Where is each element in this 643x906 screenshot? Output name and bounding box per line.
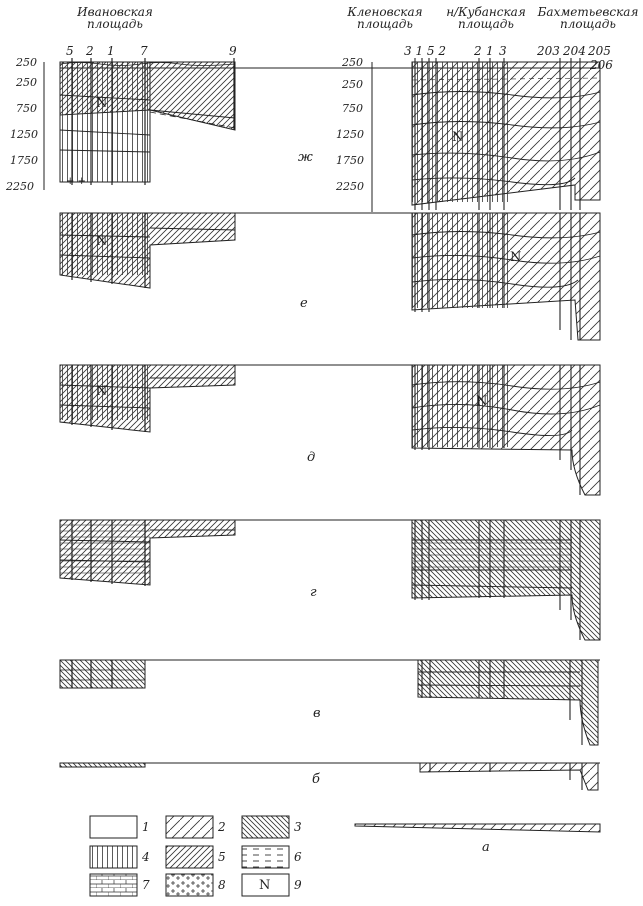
depth-label-mid: 1750 — [336, 154, 364, 167]
area-title-ivanovskaya — [60, 6, 170, 30]
panel-a — [355, 824, 600, 832]
well-label-205: 205 — [588, 44, 611, 58]
legend-swatch-8 — [166, 874, 213, 896]
right-block-g — [412, 520, 600, 640]
stage-label-d: д — [307, 450, 316, 465]
area-title-nkubanskaya — [436, 6, 536, 30]
area-title-line: н/Кубанская — [446, 5, 526, 19]
panel-zh — [44, 58, 600, 212]
ivanovskaya-column-zh — [60, 62, 150, 182]
stage-label-g: г — [310, 585, 317, 600]
legend-num-8: 8 — [218, 878, 226, 892]
depth-label-mid: 750 — [342, 102, 363, 115]
right-block-b — [420, 763, 598, 790]
well-label-1: 1 — [107, 44, 115, 58]
legend-swatch-7 — [90, 874, 137, 896]
well-label-2-kub: 2 — [474, 44, 482, 58]
symbol-n: N — [510, 250, 522, 265]
right-block-a — [355, 824, 600, 832]
area-title-line: Ивановская — [77, 5, 153, 19]
stage-label-v: в — [313, 706, 321, 721]
legend-num-3: 3 — [294, 820, 302, 834]
small-annotation: + + — [66, 176, 86, 187]
depth-label-left: 750 — [16, 102, 37, 115]
well-label-3-kub: 3 — [499, 44, 507, 58]
depth-label-mid: 1250 — [336, 128, 364, 141]
well-label-klenovskaya: 3 1 5 2 — [404, 44, 446, 58]
depth-label-left: 2250 — [6, 180, 34, 193]
legend-num-4: 4 — [142, 850, 150, 864]
depth-label-left: 1250 — [10, 128, 38, 141]
depth-label-left: 1750 — [10, 154, 38, 167]
well-label-5: 5 — [66, 44, 74, 58]
depth-label-mid: 250 — [342, 56, 363, 69]
symbol-n: N — [476, 394, 488, 409]
depth-label-mid: 250 — [342, 78, 363, 91]
symbol-n: N — [452, 130, 464, 145]
symbol-n: N — [96, 96, 108, 111]
legend-num-6: 6 — [294, 850, 302, 864]
depth-label-left: 250 — [16, 76, 37, 89]
ivanovskaya-block-b — [60, 763, 145, 767]
symbol-n: N — [96, 384, 108, 399]
well-label-2: 2 — [86, 44, 94, 58]
well-label-206: 206 — [590, 58, 613, 72]
legend-swatch-6 — [242, 846, 289, 868]
stage-label-e: е — [300, 296, 308, 311]
area-title-line: площадь — [87, 17, 143, 31]
legend-num-5: 5 — [218, 850, 226, 864]
legend-num-9: 9 — [294, 878, 302, 892]
symbol-n: N — [96, 234, 108, 249]
right-block-v — [418, 660, 598, 745]
panel-g — [60, 520, 600, 640]
well-label-9: 9 — [229, 44, 237, 58]
stage-label-zh: ж — [298, 150, 313, 165]
area-title-line: площадь — [560, 17, 616, 31]
area-title-bakhmetevskaya — [534, 6, 642, 30]
legend-swatch-3 — [242, 816, 289, 838]
legend-swatch-2 — [166, 816, 213, 838]
well-label-7: 7 — [140, 44, 148, 58]
legend-num-1: 1 — [142, 820, 150, 834]
legend-symbol-n: N — [259, 878, 271, 893]
area-title-klenovskaya — [340, 6, 430, 30]
panel-v — [60, 660, 600, 745]
stage-label-a: а — [482, 840, 490, 855]
area-title-line: площадь — [458, 17, 514, 31]
area-title-line: Кленовская — [347, 5, 423, 19]
legend-swatch-1 — [90, 816, 137, 838]
well-label-204: 204 — [563, 44, 586, 58]
area-title-line: площадь — [357, 17, 413, 31]
panel-e — [60, 213, 600, 340]
ivanovskaya-block-v — [60, 660, 145, 688]
panel-b — [60, 763, 600, 790]
legend-swatch-4 — [90, 846, 137, 868]
stage-label-b: б — [312, 772, 320, 787]
depth-label-mid: 2250 — [336, 180, 364, 193]
area-title-line: Бахметьевская — [537, 5, 639, 19]
legend-swatch-5 — [166, 846, 213, 868]
panel-d — [60, 365, 600, 495]
legend-num-2: 2 — [218, 820, 226, 834]
well-label-203: 203 — [537, 44, 560, 58]
well-label-1-kub: 1 — [486, 44, 494, 58]
depth-label-left: 250 — [16, 56, 37, 69]
legend-num-7: 7 — [142, 878, 150, 892]
